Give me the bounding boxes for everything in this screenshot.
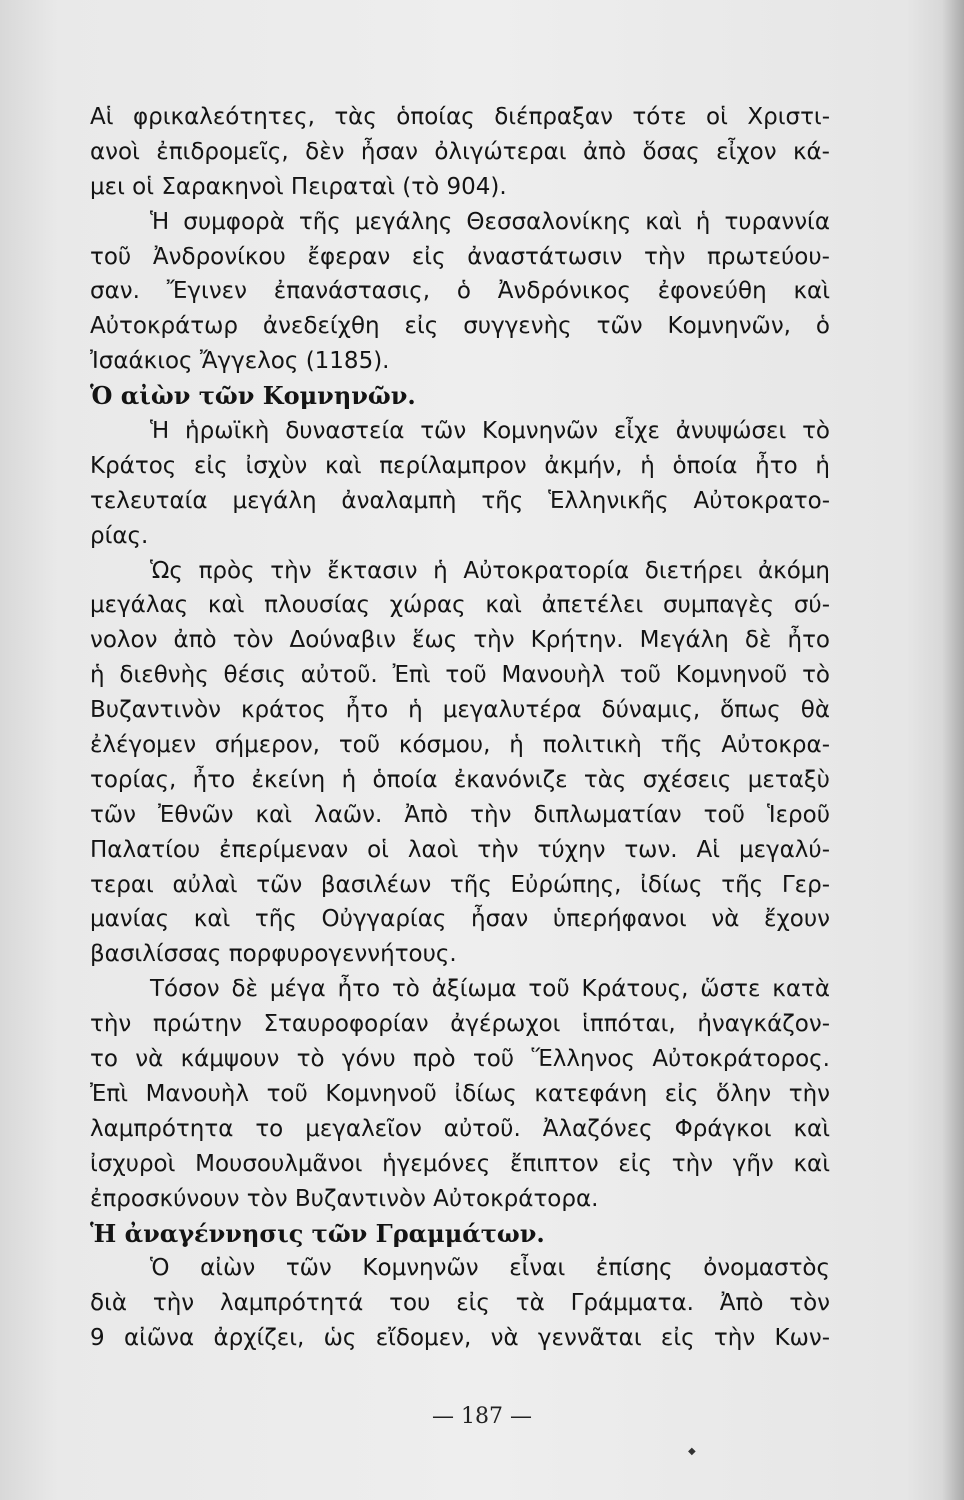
text-line: ἐλέγομεν σήμερον, τοῦ κόσμου, ἡ πολιτικὴ τῆς Αὐτοκρα-	[90, 732, 830, 759]
text-line: το νὰ κάμψουν τὸ γόνυ πρὸ τοῦ Ἕλληνος Αὐτοκράτορος.	[90, 1046, 830, 1073]
text-line: Αἱ φρικαλεότητες, τὰς ὁποίας διέπραξαν τότε οἱ Χριστι-	[90, 104, 830, 130]
text-line: τελευταία μεγάλη ἀναλαμπὴ τῆς Ἑλληνικῆς Αὐτοκρατο-	[90, 487, 830, 514]
page-spine-shadow	[942, 0, 964, 1500]
text-line: βασιλίσσας πορφυρογεννήτους.	[90, 941, 457, 968]
text-line: Ἐπὶ Μανουὴλ τοῦ Κομνηνοῦ ἰδίως κατεφάνη εἰς ὅλην τὴν	[90, 1080, 830, 1107]
text-line: Ὁ αἰὼν τῶν Κομνηνῶν εἶναι ἐπίσης ὀνομαστὸς	[150, 1255, 830, 1282]
text-line: τορίας, ἦτο ἐκείνη ἡ ὁποία ἐκανόνιζε τὰς σχέσεις μεταξὺ	[90, 766, 830, 793]
text-line: Κράτος εἰς ἰσχὺν καὶ περίλαμπρον ἀκμήν, ἡ ὁποία ἦτο ἡ	[90, 452, 830, 479]
text-line: τῶν Ἐθνῶν καὶ λαῶν. Ἀπὸ τὴν διπλωματίαν τοῦ Ἱεροῦ	[90, 801, 830, 828]
text-line: μει οἱ Σαρακηνοὶ Πειραταὶ (τὸ 904).	[90, 173, 507, 200]
section-heading-komnenoi: Ὁ αἰὼν τῶν Κομνηνῶν.	[90, 381, 416, 411]
text-line: ρίας.	[90, 522, 149, 549]
text-line: μεγάλας καὶ πλουσίας χώρας καὶ ἀπετέλει συμπαγὲς σύ-	[90, 592, 830, 619]
text-line: 9 αἰῶνα ἀρχίζει, ὡς εἴδομεν, νὰ γεννᾶται εἰς τὴν Κων-	[90, 1325, 830, 1352]
text-line: λαμπρότητα το μεγαλεῖον αὐτοῦ. Ἀλαζόνες Φράγκοι καὶ	[90, 1115, 830, 1142]
text-line: ἡ διεθνὴς θέσις αὐτοῦ. Ἐπὶ τοῦ Μανουὴλ τοῦ Κομνηνοῦ τὸ	[90, 662, 830, 689]
text-line: τοῦ Ἀνδρονίκου ἔφεραν εἰς ἀναστάτωσιν τὴν πρωτεύου-	[90, 243, 830, 270]
text-line: Τόσον δὲ μέγα ἦτο τὸ ἀξίωμα τοῦ Κράτους, ὥστε κατὰ	[150, 976, 830, 1003]
text-line: ἰσχυροὶ Μουσουλμᾶνοι ἡγεμόνες ἔπιπτον εἰς τὴν γῆν καὶ	[90, 1150, 830, 1177]
text-line: ἐπροσκύνουν τὸν Βυζαντινὸν Αὐτοκράτορα.	[90, 1185, 599, 1212]
text-line: Ἰσαάκιος Ἄγγελος (1185).	[90, 348, 390, 375]
text-line: Αὐτοκράτωρ ἀνεδείχθη εἰς συγγενὴς τῶν Κομνηνῶν, ὁ	[90, 313, 830, 340]
ink-dot-mark: ◆	[688, 1446, 696, 1457]
text-line: σαν. Ἔγινεν ἐπανάστασις, ὁ Ἀνδρόνικος ἐφονεύθη καὶ	[90, 278, 830, 305]
page-number: — 187 —	[432, 1404, 532, 1429]
text-line: τὴν πρώτην Σταυροφορίαν ἀγέρωχοι ἱππόται, ἠναγκάζον-	[90, 1011, 830, 1038]
section-heading-letters: Ἡ ἀναγέννησις τῶν Γραμμάτων.	[90, 1218, 545, 1248]
page-text	[90, 100, 830, 1356]
text-line: Ἡ συμφορὰ τῆς μεγάλης Θεσσαλονίκης καὶ ἡ τυραννία	[150, 208, 830, 235]
text-line: Ὡς πρὸς τὴν ἔκτασιν ἡ Αὐτοκρατορία διετήρει ἀκόμη	[150, 557, 830, 584]
text-line: Ἡ ἡρωϊκὴ δυναστεία τῶν Κομνηνῶν εἶχε ἀνυψώσει τὸ	[150, 418, 830, 445]
text-line: ανοὶ ἐπιδρομεῖς, δὲν ἦσαν ὀλιγώτεραι ἀπὸ ὅσας εἶχον κά-	[90, 138, 830, 165]
text-line: μανίας καὶ τῆς Οὐγγαρίας ἦσαν ὑπερήφανοι νὰ ἔχουν	[90, 906, 830, 933]
text-line: διὰ τὴν λαμπρότητά του εἰς τὰ Γράμματα. Ἀπὸ τὸν	[90, 1290, 830, 1317]
text-line: νολον ἀπὸ τὸν Δούναβιν ἕως τὴν Κρήτην. Μεγάλη δὲ ἦτο	[90, 627, 830, 654]
text-line: Βυζαντινὸν κράτος ἦτο ἡ μεγαλυτέρα δύναμις, ὅπως θὰ	[90, 697, 830, 724]
text-line: Παλατίου ἐπερίμεναν οἱ λαοὶ τὴν τύχην των. Αἱ μεγαλύ-	[90, 836, 830, 863]
text-line: τεραι αὐλαὶ τῶν βασιλέων τῆς Εὐρώπης, ἰδίως τῆς Γερ-	[90, 871, 830, 898]
